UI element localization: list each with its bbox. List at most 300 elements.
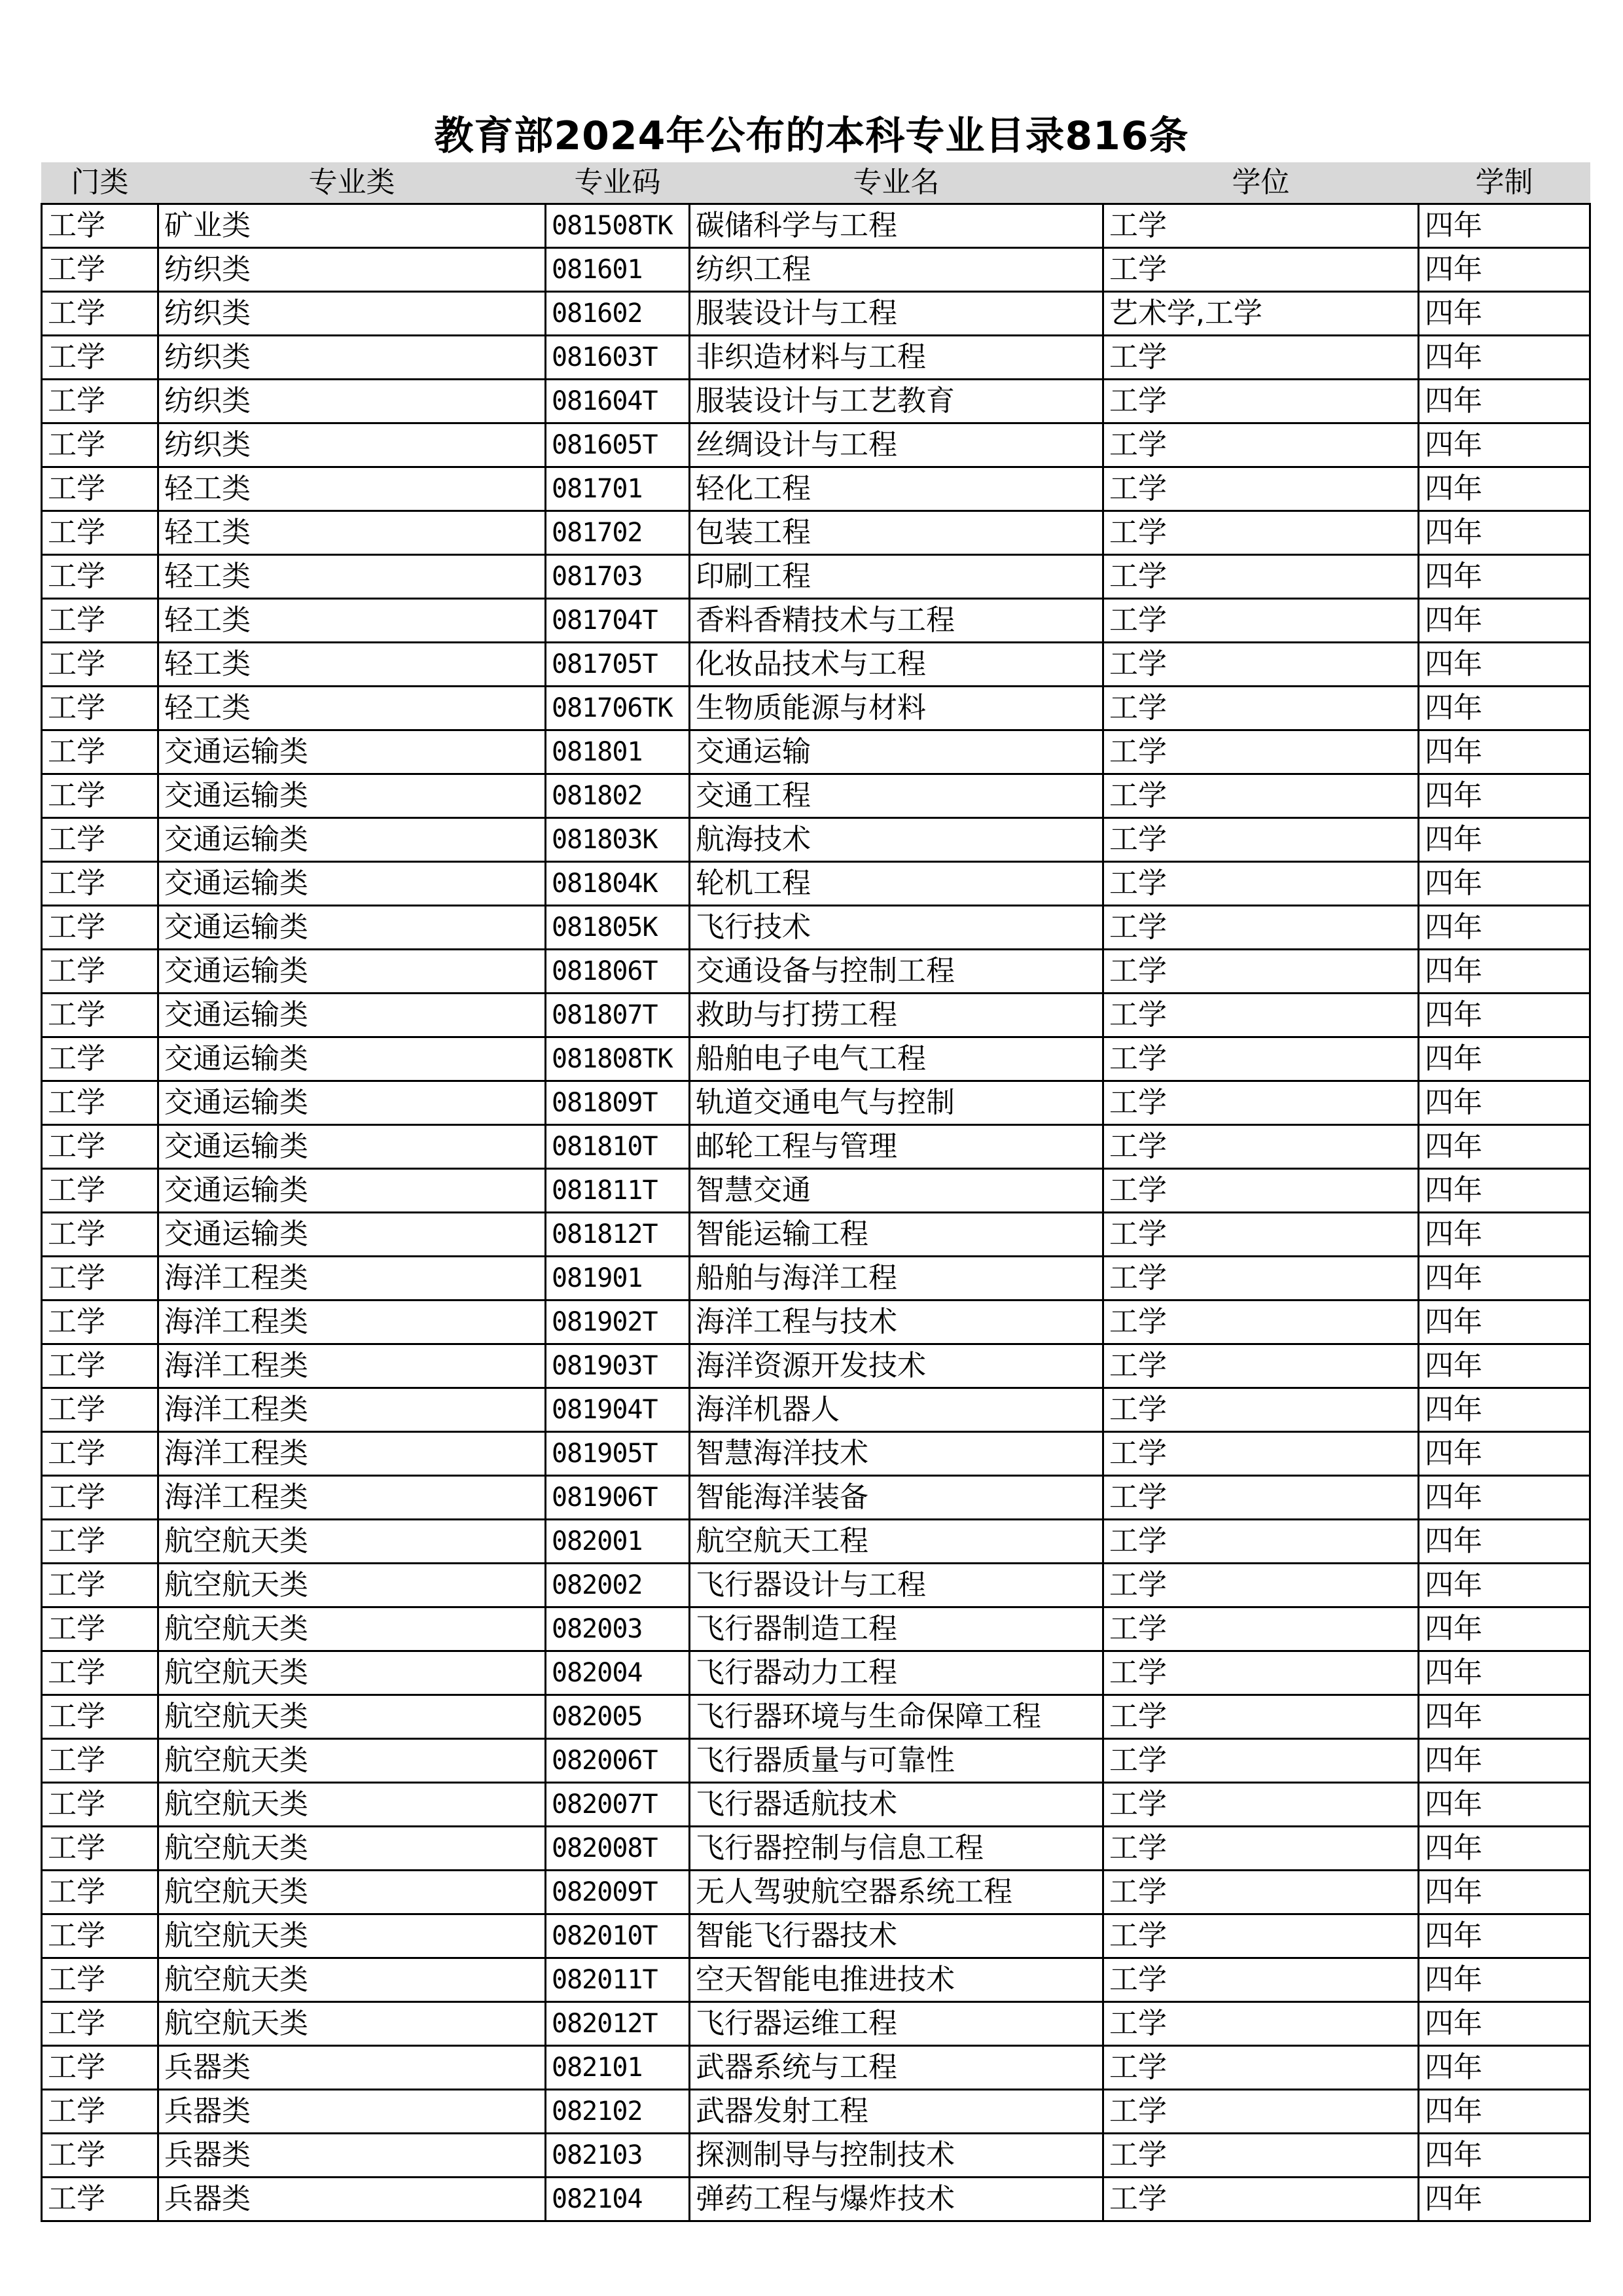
table-row [42,1695,1590,1739]
major-code-cell: 081704T [546,599,690,643]
major-name-cell: 轮机工程 [690,862,1103,906]
degree-cell: 工学 [1103,774,1419,818]
major-class-cell: 交通运输类 [158,950,546,994]
degree-cell: 工学 [1103,248,1419,292]
table-row [42,1871,1590,1914]
major-class-cell: 轻工类 [158,467,546,511]
table-row [42,1037,1590,1081]
table-row [42,1827,1590,1871]
table-header-row [42,162,1590,204]
degree-cell: 工学 [1103,204,1419,248]
major-class-cell: 轻工类 [158,555,546,599]
duration-cell: 四年 [1419,2178,1590,2221]
discipline-cell: 工学 [42,2090,158,2134]
major-class-cell: 交通运输类 [158,906,546,950]
degree-cell: 工学 [1103,1388,1419,1432]
discipline-cell: 工学 [42,1564,158,1607]
duration-cell: 四年 [1419,774,1590,818]
table-row [42,423,1590,467]
major-name-cell: 海洋工程与技术 [690,1300,1103,1344]
major-code-cell: 081605T [546,423,690,467]
header-degree: 学位 [1103,162,1419,204]
major-class-cell: 纺织类 [158,336,546,380]
major-name-cell: 空天智能电推进技术 [690,1958,1103,2002]
discipline-cell: 工学 [42,1344,158,1388]
major-name-cell: 武器发射工程 [690,2090,1103,2134]
table-row [42,1388,1590,1432]
duration-cell: 四年 [1419,730,1590,774]
degree-cell: 工学 [1103,1564,1419,1607]
degree-cell: 工学 [1103,511,1419,555]
major-name-cell: 生物质能源与材料 [690,687,1103,730]
major-class-cell: 航空航天类 [158,1520,546,1564]
major-code-cell: 081812T [546,1213,690,1257]
table-row [42,1257,1590,1300]
discipline-cell: 工学 [42,730,158,774]
major-name-cell: 武器系统与工程 [690,2046,1103,2090]
major-name-cell: 服装设计与工程 [690,292,1103,336]
major-code-cell: 082007T [546,1783,690,1827]
major-class-cell: 航空航天类 [158,1739,546,1783]
major-class-cell: 轻工类 [158,643,546,687]
discipline-cell: 工学 [42,1081,158,1125]
table-row [42,687,1590,730]
major-name-cell: 邮轮工程与管理 [690,1125,1103,1169]
table-row [42,1432,1590,1476]
degree-cell: 工学 [1103,862,1419,906]
degree-cell: 工学 [1103,818,1419,862]
table-row [42,1169,1590,1213]
degree-cell: 工学 [1103,1476,1419,1520]
duration-cell: 四年 [1419,380,1590,423]
table-row [42,1739,1590,1783]
major-code-cell: 081801 [546,730,690,774]
duration-cell: 四年 [1419,2134,1590,2178]
duration-cell: 四年 [1419,1739,1590,1783]
duration-cell: 四年 [1419,1257,1590,1300]
discipline-cell: 工学 [42,687,158,730]
discipline-cell: 工学 [42,2046,158,2090]
major-class-cell: 海洋工程类 [158,1344,546,1388]
major-code-cell: 081602 [546,292,690,336]
major-class-cell: 轻工类 [158,599,546,643]
degree-cell: 工学 [1103,2046,1419,2090]
degree-cell: 工学 [1103,1871,1419,1914]
major-code-cell: 082011T [546,1958,690,2002]
discipline-cell: 工学 [42,292,158,336]
degree-cell: 工学 [1103,1257,1419,1300]
degree-cell: 工学 [1103,906,1419,950]
degree-cell: 工学 [1103,1344,1419,1388]
major-name-cell: 交通工程 [690,774,1103,818]
discipline-cell: 工学 [42,643,158,687]
major-code-cell: 082010T [546,1914,690,1958]
table-row [42,1651,1590,1695]
major-name-cell: 服装设计与工艺教育 [690,380,1103,423]
duration-cell: 四年 [1419,950,1590,994]
duration-cell: 四年 [1419,643,1590,687]
duration-cell: 四年 [1419,1914,1590,1958]
major-name-cell: 海洋机器人 [690,1388,1103,1432]
major-name-cell: 交通运输 [690,730,1103,774]
major-name-cell: 印刷工程 [690,555,1103,599]
major-class-cell: 海洋工程类 [158,1432,546,1476]
table-row [42,467,1590,511]
major-name-cell: 化妆品技术与工程 [690,643,1103,687]
duration-cell: 四年 [1419,1125,1590,1169]
major-code-cell: 081904T [546,1388,690,1432]
degree-cell: 工学 [1103,1300,1419,1344]
degree-cell: 工学 [1103,1081,1419,1125]
discipline-cell: 工学 [42,950,158,994]
table-row [42,380,1590,423]
discipline-cell: 工学 [42,1257,158,1300]
discipline-cell: 工学 [42,1739,158,1783]
table-row [42,511,1590,555]
major-name-cell: 飞行器制造工程 [690,1607,1103,1651]
major-class-cell: 航空航天类 [158,1871,546,1914]
major-name-cell: 非织造材料与工程 [690,336,1103,380]
major-name-cell: 碳储科学与工程 [690,204,1103,248]
duration-cell: 四年 [1419,906,1590,950]
table-row [42,1958,1590,2002]
discipline-cell: 工学 [42,2134,158,2178]
degree-cell: 工学 [1103,336,1419,380]
major-class-cell: 交通运输类 [158,1081,546,1125]
degree-cell: 工学 [1103,1958,1419,2002]
major-catalog-table [41,162,1591,2222]
discipline-cell: 工学 [42,1520,158,1564]
discipline-cell: 工学 [42,204,158,248]
major-class-cell: 轻工类 [158,687,546,730]
table-row [42,292,1590,336]
duration-cell: 四年 [1419,1783,1590,1827]
duration-cell: 四年 [1419,248,1590,292]
major-name-cell: 纺织工程 [690,248,1103,292]
major-name-cell: 航空航天工程 [690,1520,1103,1564]
duration-cell: 四年 [1419,1432,1590,1476]
duration-cell: 四年 [1419,1651,1590,1695]
discipline-cell: 工学 [42,2002,158,2046]
major-code-cell: 081808TK [546,1037,690,1081]
discipline-cell: 工学 [42,1958,158,2002]
degree-cell: 工学 [1103,1739,1419,1783]
table-row [42,204,1590,248]
major-code-cell: 081701 [546,467,690,511]
discipline-cell: 工学 [42,1169,158,1213]
major-name-cell: 弹药工程与爆炸技术 [690,2178,1103,2221]
major-name-cell: 包装工程 [690,511,1103,555]
major-code-cell: 081905T [546,1432,690,1476]
table-row [42,1783,1590,1827]
duration-cell: 四年 [1419,1827,1590,1871]
table-row [42,643,1590,687]
table-row [42,1300,1590,1344]
major-code-cell: 082001 [546,1520,690,1564]
major-class-cell: 纺织类 [158,248,546,292]
degree-cell: 工学 [1103,643,1419,687]
duration-cell: 四年 [1419,204,1590,248]
major-class-cell: 航空航天类 [158,1783,546,1827]
duration-cell: 四年 [1419,687,1590,730]
duration-cell: 四年 [1419,2046,1590,2090]
major-class-cell: 纺织类 [158,292,546,336]
degree-cell: 工学 [1103,730,1419,774]
degree-cell: 工学 [1103,1169,1419,1213]
duration-cell: 四年 [1419,1388,1590,1432]
major-code-cell: 082005 [546,1695,690,1739]
major-code-cell: 081706TK [546,687,690,730]
discipline-cell: 工学 [42,336,158,380]
major-name-cell: 飞行器质量与可靠性 [690,1739,1103,1783]
major-name-cell: 飞行器控制与信息工程 [690,1827,1103,1871]
major-class-cell: 兵器类 [158,2178,546,2221]
table-row [42,2178,1590,2221]
table-row [42,1564,1590,1607]
duration-cell: 四年 [1419,1037,1590,1081]
major-code-cell: 081802 [546,774,690,818]
duration-cell: 四年 [1419,1695,1590,1739]
table-row [42,774,1590,818]
major-code-cell: 081902T [546,1300,690,1344]
table-row [42,2134,1590,2178]
table-row [42,1344,1590,1388]
table-row [42,599,1590,643]
degree-cell: 艺术学,工学 [1103,292,1419,336]
page-title: 教育部2024年公布的本科专业目录816条 [434,113,1189,159]
duration-cell: 四年 [1419,1958,1590,2002]
duration-cell: 四年 [1419,1300,1590,1344]
degree-cell: 工学 [1103,1783,1419,1827]
discipline-cell: 工学 [42,1476,158,1520]
major-class-cell: 交通运输类 [158,862,546,906]
discipline-cell: 工学 [42,1695,158,1739]
major-class-cell: 海洋工程类 [158,1300,546,1344]
major-name-cell: 轨道交通电气与控制 [690,1081,1103,1125]
major-name-cell: 交通设备与控制工程 [690,950,1103,994]
duration-cell: 四年 [1419,818,1590,862]
major-name-cell: 智能运输工程 [690,1213,1103,1257]
degree-cell: 工学 [1103,2090,1419,2134]
table-row [42,906,1590,950]
discipline-cell: 工学 [42,1651,158,1695]
degree-cell: 工学 [1103,994,1419,1037]
major-class-cell: 交通运输类 [158,1037,546,1081]
major-class-cell: 纺织类 [158,423,546,467]
discipline-cell: 工学 [42,511,158,555]
table-row [42,555,1590,599]
discipline-cell: 工学 [42,862,158,906]
discipline-cell: 工学 [42,1914,158,1958]
major-name-cell: 飞行器适航技术 [690,1783,1103,1827]
major-code-cell: 082008T [546,1827,690,1871]
table-row [42,730,1590,774]
degree-cell: 工学 [1103,423,1419,467]
duration-cell: 四年 [1419,292,1590,336]
degree-cell: 工学 [1103,380,1419,423]
major-class-cell: 兵器类 [158,2134,546,2178]
degree-cell: 工学 [1103,599,1419,643]
major-code-cell: 081702 [546,511,690,555]
major-class-cell: 航空航天类 [158,1958,546,2002]
major-code-cell: 082103 [546,2134,690,2178]
table-row [42,862,1590,906]
major-class-cell: 航空航天类 [158,1564,546,1607]
major-code-cell: 082006T [546,1739,690,1783]
major-class-cell: 交通运输类 [158,1125,546,1169]
table-row [42,1914,1590,1958]
major-code-cell: 081903T [546,1344,690,1388]
major-code-cell: 081805K [546,906,690,950]
major-class-cell: 交通运输类 [158,994,546,1037]
duration-cell: 四年 [1419,1607,1590,1651]
major-name-cell: 智能飞行器技术 [690,1914,1103,1958]
major-name-cell: 飞行器运维工程 [690,2002,1103,2046]
major-class-cell: 纺织类 [158,380,546,423]
discipline-cell: 工学 [42,818,158,862]
degree-cell: 工学 [1103,1607,1419,1651]
discipline-cell: 工学 [42,1432,158,1476]
duration-cell: 四年 [1419,1213,1590,1257]
major-name-cell: 飞行器动力工程 [690,1651,1103,1695]
degree-cell: 工学 [1103,1037,1419,1081]
table-row [42,1213,1590,1257]
duration-cell: 四年 [1419,1871,1590,1914]
major-name-cell: 航海技术 [690,818,1103,862]
discipline-cell: 工学 [42,2178,158,2221]
discipline-cell: 工学 [42,906,158,950]
table-row [42,1607,1590,1651]
major-code-cell: 082101 [546,2046,690,2090]
major-class-cell: 航空航天类 [158,1827,546,1871]
degree-cell: 工学 [1103,1213,1419,1257]
major-class-cell: 航空航天类 [158,1914,546,1958]
duration-cell: 四年 [1419,1564,1590,1607]
header-discipline: 门类 [42,162,158,204]
major-class-cell: 交通运输类 [158,730,546,774]
major-name-cell: 救助与打捞工程 [690,994,1103,1037]
duration-cell: 四年 [1419,1169,1590,1213]
major-name-cell: 丝绸设计与工程 [690,423,1103,467]
major-name-cell: 船舶电子电气工程 [690,1037,1103,1081]
degree-cell: 工学 [1103,1827,1419,1871]
major-code-cell: 082009T [546,1871,690,1914]
table-row [42,336,1590,380]
duration-cell: 四年 [1419,994,1590,1037]
major-code-cell: 081906T [546,1476,690,1520]
discipline-cell: 工学 [42,1783,158,1827]
table-row [42,1081,1590,1125]
table-row [42,248,1590,292]
major-class-cell: 航空航天类 [158,1607,546,1651]
major-code-cell: 081705T [546,643,690,687]
degree-cell: 工学 [1103,1651,1419,1695]
major-name-cell: 飞行技术 [690,906,1103,950]
major-class-cell: 交通运输类 [158,1213,546,1257]
major-class-cell: 航空航天类 [158,2002,546,2046]
duration-cell: 四年 [1419,2002,1590,2046]
table-row [42,2046,1590,2090]
major-name-cell: 智慧海洋技术 [690,1432,1103,1476]
discipline-cell: 工学 [42,599,158,643]
discipline-cell: 工学 [42,774,158,818]
major-class-cell: 航空航天类 [158,1651,546,1695]
major-name-cell: 船舶与海洋工程 [690,1257,1103,1300]
header-duration: 学制 [1419,162,1590,204]
discipline-cell: 工学 [42,1607,158,1651]
duration-cell: 四年 [1419,511,1590,555]
degree-cell: 工学 [1103,1695,1419,1739]
major-code-cell: 081508TK [546,204,690,248]
table-row [42,1476,1590,1520]
duration-cell: 四年 [1419,862,1590,906]
discipline-cell: 工学 [42,1871,158,1914]
major-code-cell: 082003 [546,1607,690,1651]
major-code-cell: 081807T [546,994,690,1037]
major-class-cell: 轻工类 [158,511,546,555]
major-name-cell: 飞行器环境与生命保障工程 [690,1695,1103,1739]
table-row [42,994,1590,1037]
discipline-cell: 工学 [42,380,158,423]
major-code-cell: 081703 [546,555,690,599]
major-name-cell: 智慧交通 [690,1169,1103,1213]
duration-cell: 四年 [1419,423,1590,467]
major-code-cell: 081804K [546,862,690,906]
major-class-cell: 矿业类 [158,204,546,248]
header-major-name: 专业名 [690,162,1103,204]
discipline-cell: 工学 [42,555,158,599]
degree-cell: 工学 [1103,2002,1419,2046]
table-row [42,2002,1590,2046]
table-body [42,204,1590,2221]
major-class-cell: 交通运输类 [158,1169,546,1213]
major-code-cell: 081809T [546,1081,690,1125]
degree-cell: 工学 [1103,555,1419,599]
duration-cell: 四年 [1419,1476,1590,1520]
major-code-cell: 082104 [546,2178,690,2221]
degree-cell: 工学 [1103,950,1419,994]
table-row [42,1125,1590,1169]
discipline-cell: 工学 [42,1037,158,1081]
major-code-cell: 081601 [546,248,690,292]
major-code-cell: 081604T [546,380,690,423]
duration-cell: 四年 [1419,555,1590,599]
discipline-cell: 工学 [42,248,158,292]
major-class-cell: 交通运输类 [158,818,546,862]
major-code-cell: 081810T [546,1125,690,1169]
table-row [42,2090,1590,2134]
discipline-cell: 工学 [42,1827,158,1871]
table-row [42,950,1590,994]
degree-cell: 工学 [1103,1125,1419,1169]
major-code-cell: 081603T [546,336,690,380]
major-code-cell: 081803K [546,818,690,862]
degree-cell: 工学 [1103,2134,1419,2178]
major-class-cell: 交通运输类 [158,774,546,818]
header-major-code: 专业码 [546,162,690,204]
major-name-cell: 海洋资源开发技术 [690,1344,1103,1388]
duration-cell: 四年 [1419,599,1590,643]
discipline-cell: 工学 [42,423,158,467]
major-code-cell: 081901 [546,1257,690,1300]
major-class-cell: 海洋工程类 [158,1388,546,1432]
duration-cell: 四年 [1419,336,1590,380]
table-row [42,1520,1590,1564]
duration-cell: 四年 [1419,467,1590,511]
major-code-cell: 082004 [546,1651,690,1695]
degree-cell: 工学 [1103,467,1419,511]
major-name-cell: 智能海洋装备 [690,1476,1103,1520]
